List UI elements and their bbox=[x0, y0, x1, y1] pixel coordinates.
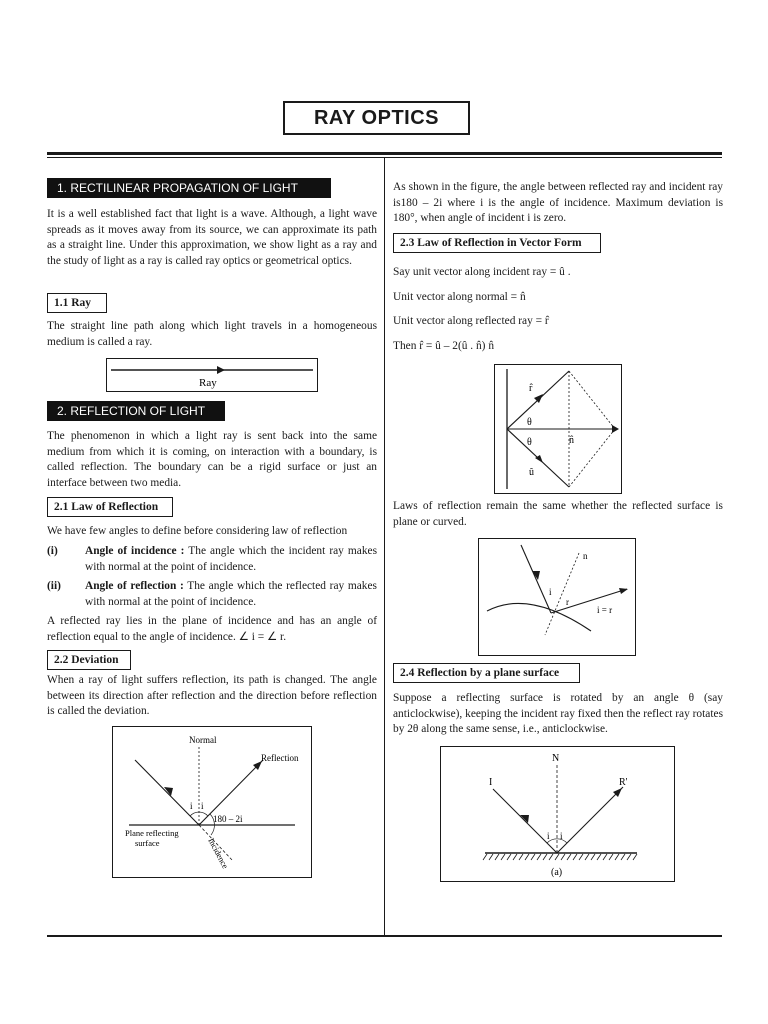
list-term: Angle of reflection : bbox=[85, 580, 184, 592]
theta-bottom-label: θ bbox=[527, 437, 532, 448]
R-prime-label: R' bbox=[619, 777, 628, 788]
vector-line bbox=[393, 290, 723, 306]
plane-label-line2: surface bbox=[135, 838, 160, 848]
vector-line-text: Say unit vector along incident ray = û . bbox=[393, 266, 571, 278]
ray-arrowhead bbox=[217, 366, 225, 374]
deviation-paragraph bbox=[47, 673, 377, 720]
curved-surface-figure bbox=[478, 538, 636, 656]
column-divider bbox=[384, 158, 385, 936]
reflected-arrowhead bbox=[534, 394, 543, 403]
curved-surface-line bbox=[487, 603, 591, 631]
angle-arc-left bbox=[190, 812, 199, 816]
subsection-heading-plane-surface: 2.4 Reflection by a plane surface bbox=[393, 663, 580, 683]
vector-line-text: Unit vector along reflected ray = r̂ bbox=[393, 315, 549, 327]
curved-surface-diagram bbox=[479, 539, 635, 655]
ray-figure bbox=[106, 358, 318, 392]
incident-ray bbox=[493, 789, 557, 853]
deviation-text: When a ray of light suffers reflection, its path is changed. The angle between its direction after reflection and the direction before reflection is called the deviation. bbox=[47, 674, 377, 718]
list-item-body bbox=[85, 544, 377, 575]
vector-figure bbox=[494, 364, 622, 494]
i-label: i bbox=[549, 587, 552, 597]
incidence-label: Incidence bbox=[206, 836, 231, 871]
list-item-body bbox=[85, 579, 377, 610]
list-number: (i) bbox=[47, 545, 58, 557]
top-rule bbox=[47, 152, 722, 155]
section-heading-reflection: 2. REFLECTION OF LIGHT bbox=[47, 401, 225, 421]
laws-paragraph bbox=[393, 499, 723, 530]
rectilinear-paragraph bbox=[47, 207, 377, 270]
deviation-figure bbox=[112, 726, 312, 878]
mirror-hatching bbox=[483, 854, 637, 860]
incident-ray bbox=[521, 545, 551, 613]
subsection-heading-ray: 1.1 Ray bbox=[47, 293, 107, 313]
law-statement-text: A reflected ray lies in the plane of incidence and has an angle of reflection equal to the angle of incidence. ∠ i = ∠ r. bbox=[47, 615, 377, 643]
reflection-paragraph bbox=[47, 429, 377, 492]
rectilinear-text: It is a well established fact that light is a wave. Although, a light wave spreads as it moves away from its source, we can approximate its path as a straight line. Under this approximation, we show light as a ray and the study of light as a ray is called ray optics or geometrical optics. bbox=[47, 208, 377, 268]
section-heading-rectilinear: 1. RECTILINEAR PROPAGATION OF LIGHT bbox=[47, 178, 331, 198]
construction-line-top bbox=[569, 371, 615, 429]
subsection-heading-deviation: 2.2 Deviation bbox=[47, 650, 131, 670]
angle-i-right: i bbox=[560, 831, 563, 841]
vector-equation-text: Then r̂ = û – 2(û . n̂) n̂ bbox=[393, 340, 495, 352]
law-intro-text: We have few angles to define before considering law of reflection bbox=[47, 525, 348, 537]
plane-surface-text: Suppose a reflecting surface is rotated by an angle θ (say anticlockwise), keeping the incident ray fixed then the reflect ray rotates by 2θ along the same sense, i.e., anticlockwise. bbox=[393, 692, 723, 736]
construction-line-bottom bbox=[569, 429, 615, 487]
incident-arrowhead bbox=[520, 815, 529, 823]
ray-diagram bbox=[107, 359, 317, 391]
ray-paragraph bbox=[47, 319, 377, 350]
vector-line bbox=[393, 314, 723, 330]
deviation-continued-paragraph bbox=[393, 180, 723, 227]
laws-text: Laws of reflection remain the same whether the reflected surface is plane or curved. bbox=[393, 500, 723, 528]
ray-label: Ray bbox=[199, 377, 217, 389]
I-label: I bbox=[489, 777, 493, 788]
reflected-ray bbox=[557, 787, 623, 853]
angle-i-right: i bbox=[201, 801, 204, 811]
n-label: n bbox=[583, 551, 588, 561]
N-label: N bbox=[552, 753, 560, 764]
incident-ray bbox=[135, 760, 199, 825]
plane-label-line1: Plane reflecting bbox=[125, 828, 179, 838]
deviation-diagram bbox=[113, 727, 311, 877]
vector-line-text: Unit vector along normal = n̂ bbox=[393, 291, 526, 303]
subsection-heading-law: 2.1 Law of Reflection bbox=[47, 497, 173, 517]
reflection-label: Reflection bbox=[261, 753, 299, 763]
deviation-angle-label: 180 – 2i bbox=[213, 814, 243, 824]
r-label: r bbox=[566, 597, 569, 607]
subsection-heading-vector-form: 2.3 Law of Reflection in Vector Form bbox=[393, 233, 601, 253]
angle-i-left: i bbox=[190, 801, 193, 811]
list-item bbox=[47, 579, 377, 610]
r-hat-label: r̂ bbox=[529, 383, 533, 394]
plane-surface-paragraph bbox=[393, 691, 723, 738]
reflected-arrowhead bbox=[619, 588, 628, 594]
vector-diagram bbox=[495, 365, 621, 493]
list-number: (ii) bbox=[47, 580, 61, 592]
ray-definition-text: The straight line path along which light travels in a homogeneous medium is called a ray. bbox=[47, 320, 377, 348]
list-term: Angle of incidence : bbox=[85, 545, 185, 557]
law-intro bbox=[47, 524, 377, 540]
normal-arrowhead bbox=[612, 425, 619, 433]
angle-arc-right bbox=[199, 812, 208, 816]
plane-surface-figure bbox=[440, 746, 675, 882]
vector-line bbox=[393, 265, 723, 281]
u-hat-label: û bbox=[529, 467, 534, 478]
i-equals-r-label: i = r bbox=[597, 605, 613, 615]
deviation-continued-text: As shown in the figure, the angle between reflected ray and incident ray is180 – 2i where i is the angle of incidence. Maximum deviation is 180°, when angle of incident i is zero. bbox=[393, 181, 723, 225]
plane-surface-diagram bbox=[441, 747, 674, 881]
list-item bbox=[47, 544, 377, 575]
page-title: RAY OPTICS bbox=[283, 101, 470, 135]
bottom-rule bbox=[47, 935, 722, 937]
theta-top-label: θ bbox=[527, 417, 532, 428]
normal-label: Normal bbox=[189, 735, 217, 745]
angle-i-left: i bbox=[547, 831, 550, 841]
figure-caption: (a) bbox=[551, 867, 563, 878]
reflection-text: The phenomenon in which a light ray is sent back into the same medium from which it is coming, on interaction with a boundary, is called reflection. The boundary can be a rigid surface or just an interface between two media. bbox=[47, 430, 377, 490]
law-statement bbox=[47, 614, 377, 645]
reflected-ray bbox=[551, 589, 627, 613]
list-text: The angle which the reflected ray makes with normal at the point of incidence. bbox=[85, 580, 377, 608]
list-text: The angle which the incident ray makes with normal at the point of incidence. bbox=[85, 545, 378, 573]
vector-equation bbox=[393, 339, 723, 355]
n-hat-label: n̂ bbox=[569, 435, 574, 446]
